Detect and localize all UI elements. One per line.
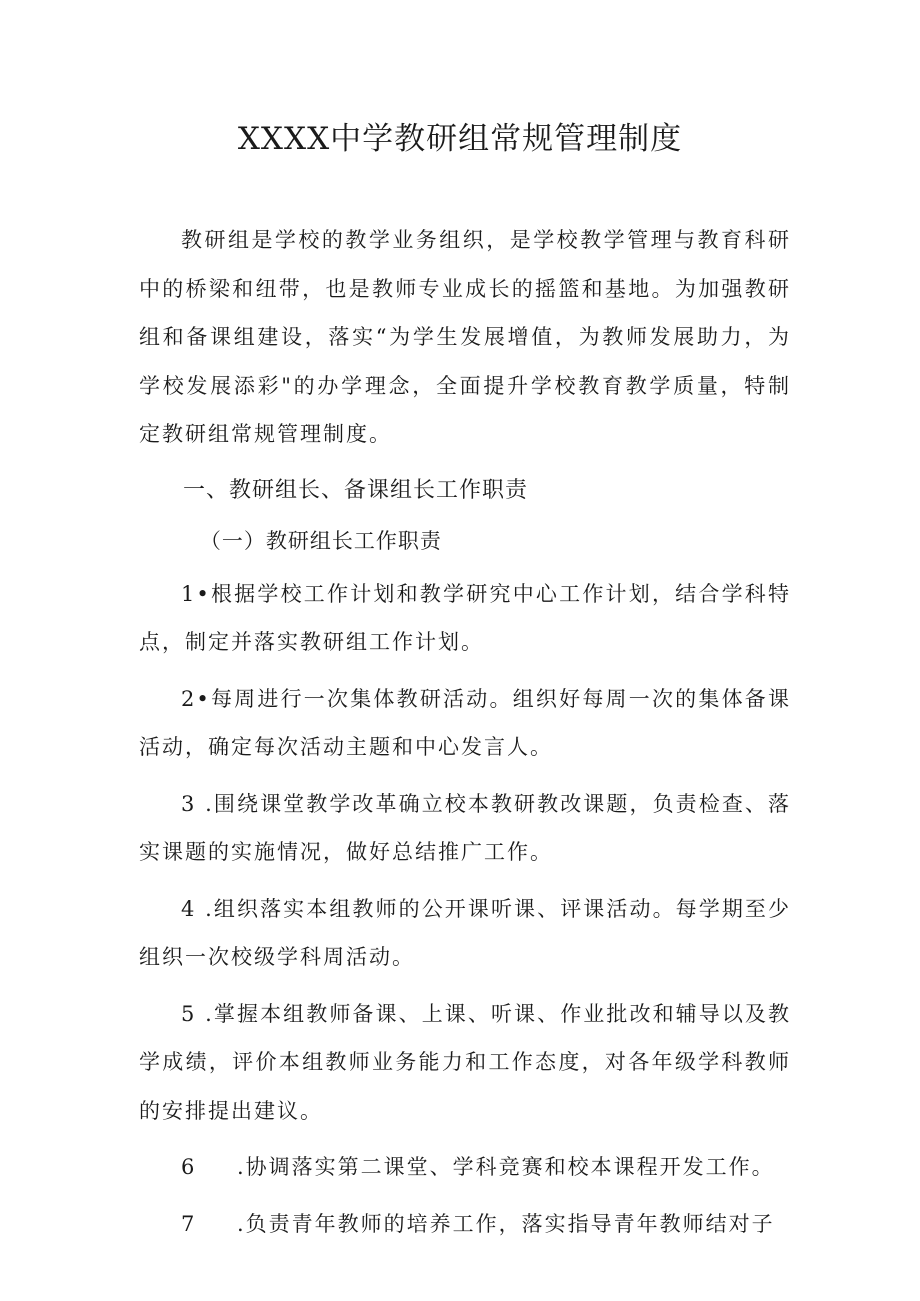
document-title: XXXX中学教研组常规管理制度 [237, 121, 683, 157]
list-item [139, 1200, 791, 1249]
item-number: 6 [181, 1155, 197, 1179]
item-number: 4 . [181, 896, 214, 921]
list-item [139, 675, 791, 772]
item-text: .协调落实第二课堂、学科竞赛和校本课程开发工作。 [237, 1155, 775, 1179]
item-text: 围绕课堂教学改革确立校本教研教改课题，负责检查、落实课题的实施情况，做好总结推广工作。 [139, 791, 792, 864]
item-text: 每周进行一次集体教研活动。组织好每周一次的集体备课活动，确定每次活动主题和中心发言人。 [139, 686, 791, 759]
item-number: 3 . [181, 791, 214, 816]
intro-paragraph: 教研组是学校的教学业务组织，是学校教学管理与教育科研中的桥梁和纽带，也是教师专业成长的摇篮和基地。为加强教研组和备课组建设，落实“为学生发展增值，为教师发展助力，为学校发展添彩"的办学理念，全面提升学校教育教学质量，特制定教研组常规管理制度。 [139, 228, 791, 446]
item-number: 7 [181, 1211, 197, 1236]
item-text: .负责青年教师的培养工作，落实指导青年教师结对子 [237, 1211, 775, 1236]
item-number: 1• [181, 581, 211, 606]
item-number: 5 . [181, 1001, 214, 1026]
subsection-heading: （一）教研组长工作职责 [199, 529, 442, 553]
item-text: 掌握本组教师备课、上课、听课、作业批改和辅导以及教学成绩，评价本组教师业务能力和工作态度，对各年级学科教师的安排提出建议。 [139, 1001, 792, 1123]
list-item [139, 780, 791, 877]
list-item [139, 570, 791, 667]
document-body [139, 216, 791, 1256]
item-text: 根据学校工作计划和教学研究中心工作计划，结合学科特点，制定并落实教研组工作计划。 [139, 581, 791, 654]
list-item [139, 990, 791, 1136]
item-text: 组织落实本组教师的公开课听课、评课活动。每学期至少组织一次校级学科周活动。 [139, 896, 792, 969]
section-heading: 一、教研组长、备课组长工作职责 [183, 477, 529, 503]
list-item [139, 1143, 791, 1192]
list-item [139, 885, 791, 982]
item-number: 2• [181, 686, 211, 711]
